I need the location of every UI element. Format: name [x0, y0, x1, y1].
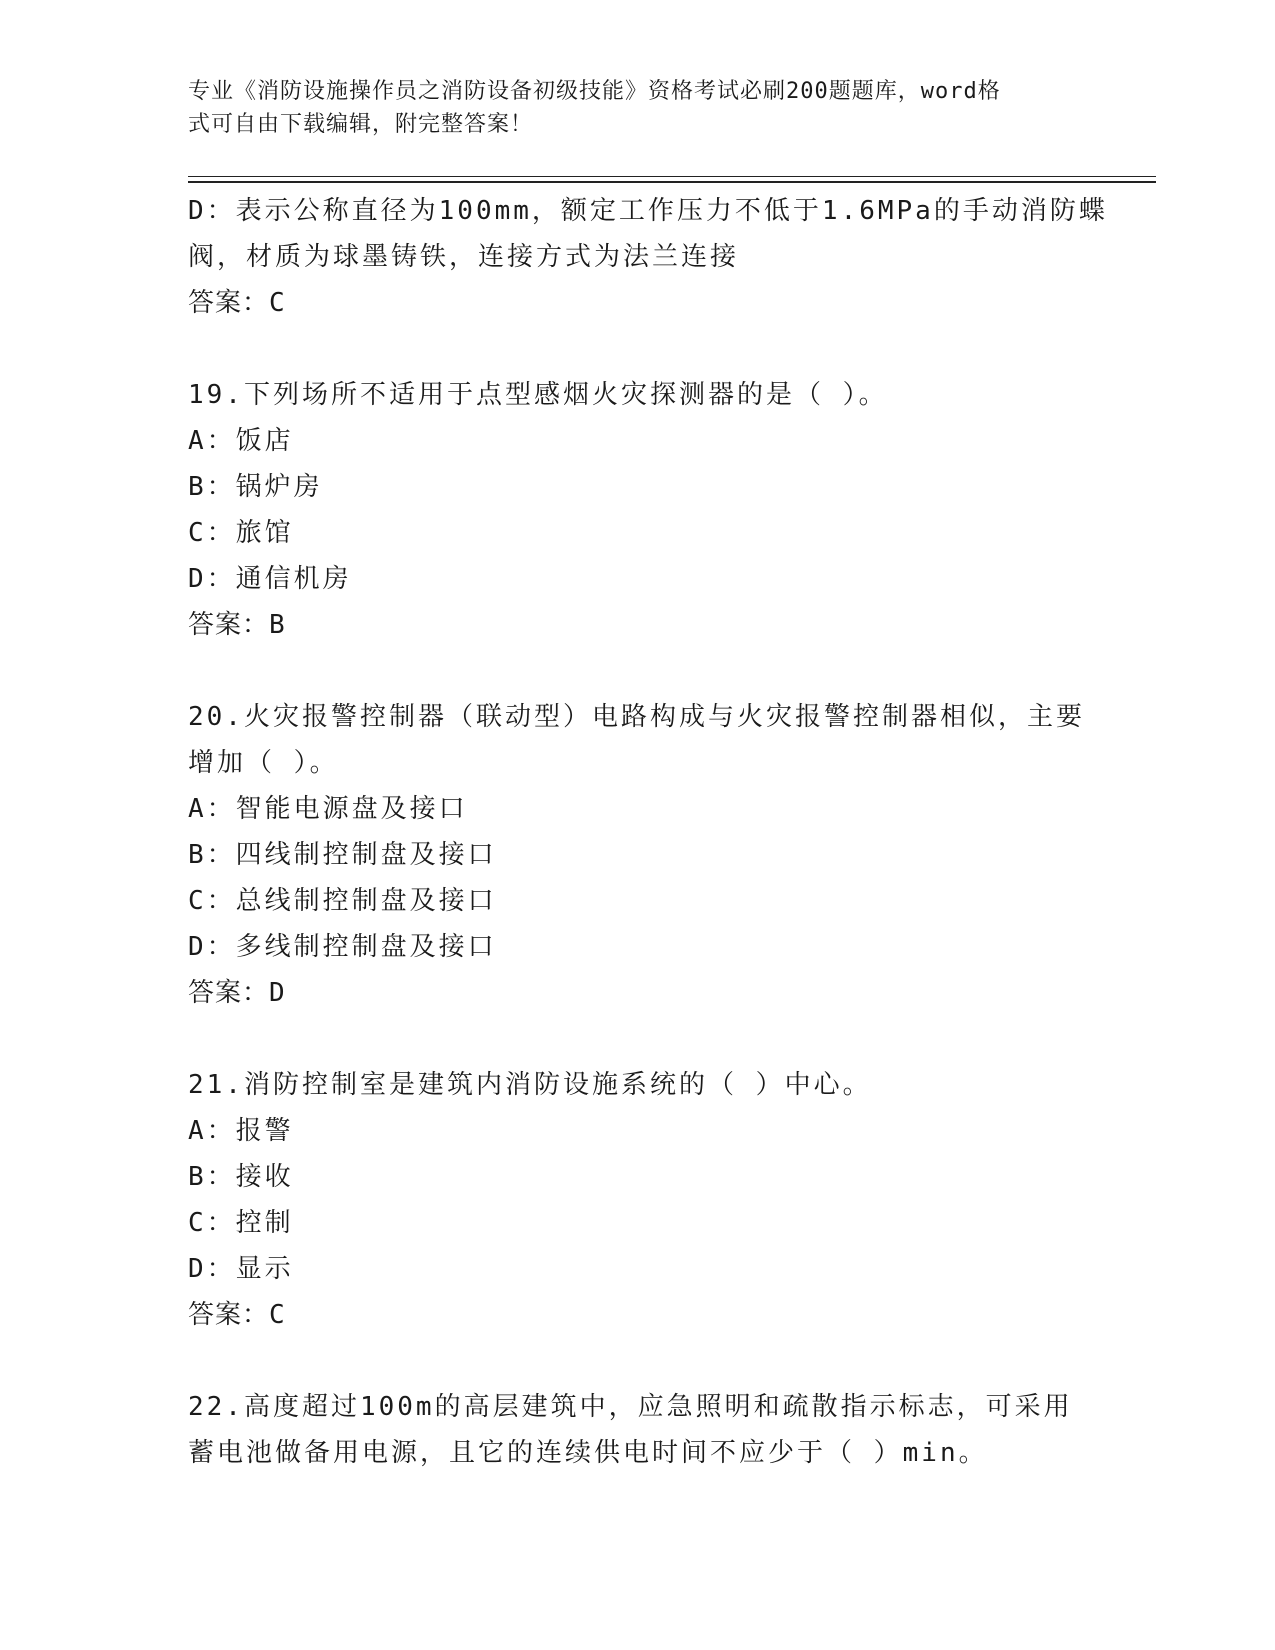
question-stem: 19.下列场所不适用于点型感烟火灾探测器的是（ ）。 — [188, 380, 888, 410]
question-21 — [188, 1062, 1088, 1338]
option-b: B：锅炉房 — [188, 472, 323, 502]
header-divider-thick — [188, 181, 1156, 183]
option-b: B：接收 — [188, 1162, 294, 1192]
option-b: B：四线制控制盘及接口 — [188, 840, 497, 870]
answer: 答案：C — [188, 288, 286, 318]
question-stem: 20.火灾报警控制器（联动型）电路构成与火灾报警控制器相似，主要 — [188, 702, 1085, 732]
question-stem: 22.高度超过100m的高层建筑中，应急照明和疏散指示标志，可采用 — [188, 1392, 1073, 1422]
option-a: A：智能电源盘及接口 — [188, 794, 468, 824]
option-d: D：多线制控制盘及接口 — [188, 932, 497, 962]
option-a: A：饭店 — [188, 426, 294, 456]
question-stem: 21.消防控制室是建筑内消防设施系统的（ ）中心。 — [188, 1070, 872, 1100]
question-20 — [188, 694, 1088, 1016]
option-d-continued: 阀，材质为球墨铸铁，连接方式为法兰连接 — [188, 242, 740, 272]
answer: 答案：C — [188, 1300, 286, 1330]
option-d: D：通信机房 — [188, 564, 352, 594]
option-c: C：旅馆 — [188, 518, 294, 548]
question-22 — [188, 1384, 1088, 1476]
option-d: D：显示 — [188, 1254, 294, 1284]
option-c: C：总线制控制盘及接口 — [188, 886, 497, 916]
option-d: D：表示公称直径为100mm，额定工作压力不低于1.6MPa的手动消防蝶 — [188, 196, 1108, 226]
option-c: C：控制 — [188, 1208, 294, 1238]
header-line-2: 式可自由下载编辑，附完整答案！ — [188, 112, 534, 137]
question-stem-continued: 增加（ ）。 — [188, 748, 339, 778]
header-line-1: 专业《消防设施操作员之消防设备初级技能》资格考试必刷200题题库，word格 — [188, 79, 1001, 104]
answer: 答案：D — [188, 978, 286, 1008]
question-list — [188, 188, 1108, 1476]
option-a: A：报警 — [188, 1116, 294, 1146]
question-block-prev — [188, 188, 1108, 326]
document-header — [188, 75, 1068, 141]
question-stem-continued: 蓄电池做备用电源，且它的连续供电时间不应少于（ ）min。 — [188, 1438, 988, 1468]
header-divider-thin — [188, 176, 1156, 177]
question-19 — [188, 372, 1088, 648]
answer: 答案：B — [188, 610, 286, 640]
